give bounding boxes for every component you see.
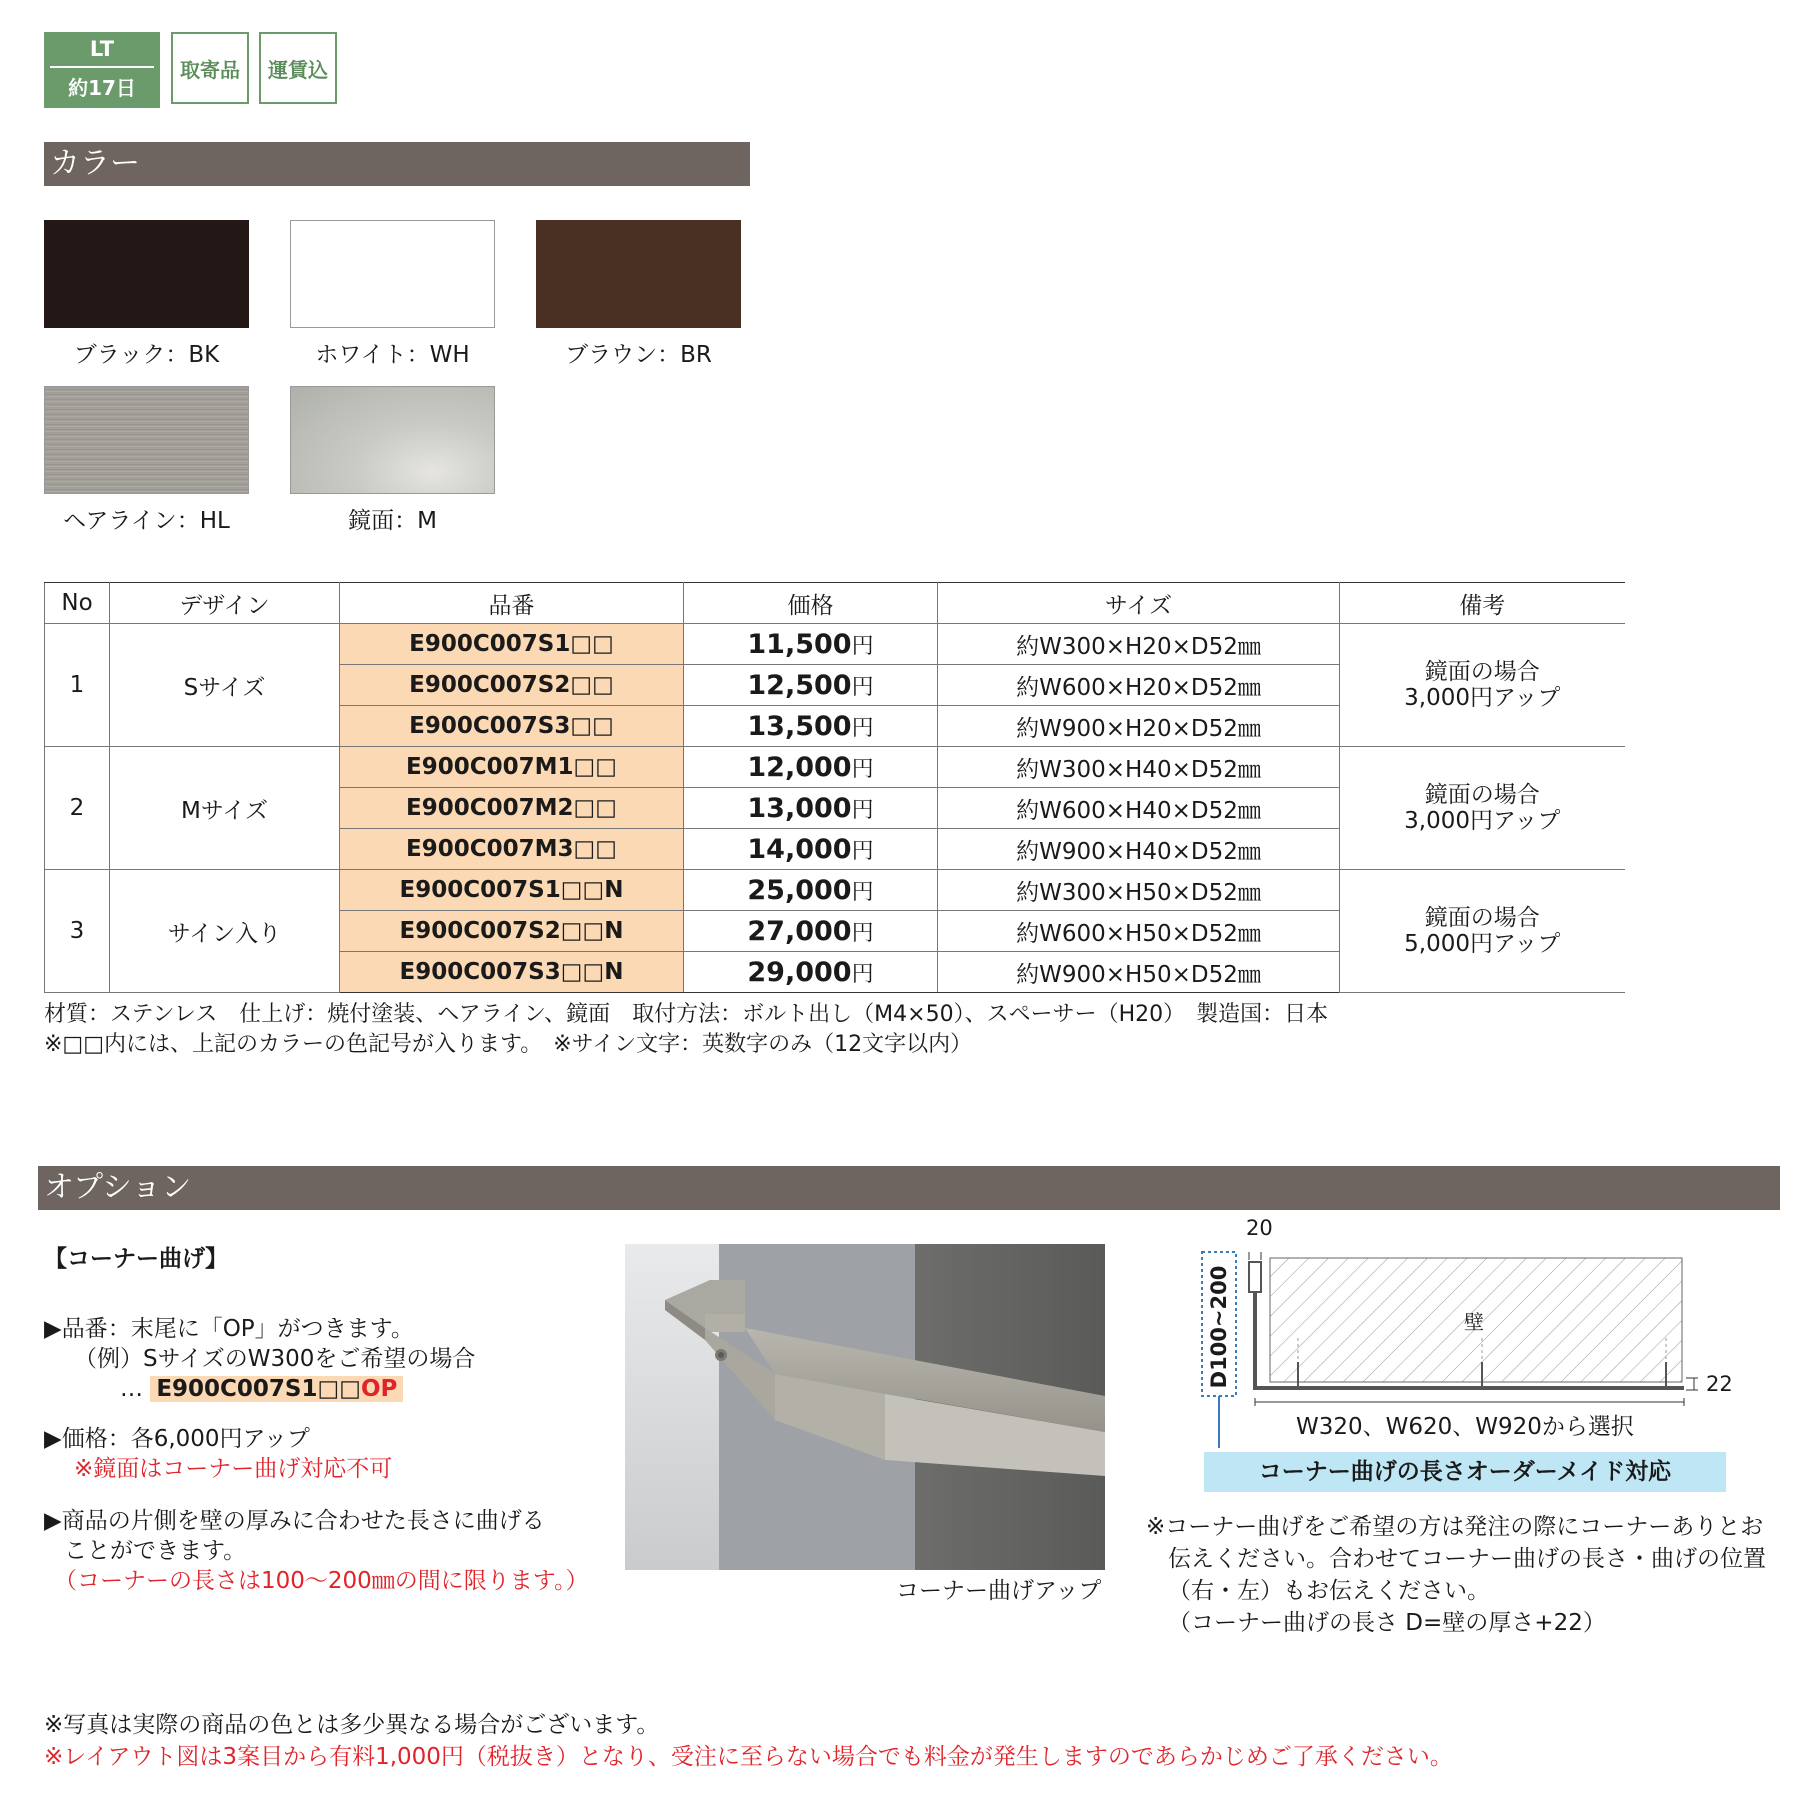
row-code: E900C007S1□□N [340,870,684,911]
row-price: 13,500円 [684,706,938,747]
row-price: 27,000円 [684,911,938,952]
spec-line-1: 材質：ステンレス 仕上げ：焼付塗装、ヘアライン、鏡面 取付方法：ボルト出し（M4×50）、スペーサー（H20） 製造国：日本 [44,1002,1329,1027]
option-bullet-price: ▶価格：各6,000円アップ [44,1426,310,1452]
row-no: 1 [45,624,110,747]
swatch-label-white: ホワイト：WH [315,342,470,368]
row-size: 約W600×H20×D52㎜ [938,665,1340,706]
swatch-label-black: ブラック：BK [73,342,220,368]
option-bend-limit: （コーナーの長さは100～200㎜の間に限ります。） [54,1568,589,1594]
row-design: Mサイズ [110,747,340,870]
row-size: 約W900×H50×D52㎜ [938,952,1340,993]
option-example: （例）SサイズのW300をご希望の場合 [74,1346,476,1372]
lead-time-badge [44,32,160,108]
row-price: 12,000円 [684,747,938,788]
row-size: 約W300×H50×D52㎜ [938,870,1340,911]
option-bullet-bend: ▶商品の片側を壁の厚みに合わせた長さに曲げる [44,1508,545,1534]
dim-right-label: 22 [1706,1372,1733,1396]
width-options-label: W320、W620、W920から選択 [1296,1414,1634,1440]
swatch-mirror [290,386,495,494]
row-code: E900C007S1□□ [340,624,684,665]
diagram-caption: コーナー曲げの長さオーダーメイド対応 [1204,1452,1726,1492]
lead-time-label: LT [50,32,154,68]
swatch-label-brown: ブラウン：BR [565,342,712,368]
spec-line-2: ※□□内には、上記のカラーの色記号が入ります。 ※サイン文字：英数字のみ（12文字以内） [44,1032,973,1057]
row-size: 約W600×H40×D52㎜ [938,788,1340,829]
option-note-1: ※コーナー曲げをご希望の方は発注の際にコーナーありとお [1146,1514,1764,1540]
order-item-badge: 取寄品 [171,32,249,104]
shipping-included-badge: 運賃込 [259,32,337,104]
row-note: 鏡面の場合 3,000円アップ [1340,747,1625,870]
option-heading: 【コーナー曲げ】 [44,1246,228,1272]
header-code: 品番 [340,583,684,624]
table-row [45,747,1625,788]
header-price: 価格 [684,583,938,624]
row-price: 29,000円 [684,952,938,993]
row-price: 12,500円 [684,665,938,706]
option-example-code: … E900C007S1□□OP [120,1374,403,1404]
row-price: 14,000円 [684,829,938,870]
row-code: E900C007M3□□ [340,829,684,870]
corner-bend-diagram [1196,1212,1796,1542]
row-size: 約W900×H40×D52㎜ [938,829,1340,870]
table-row [45,870,1625,911]
swatch-hairline [44,386,249,494]
color-section-title: カラー [44,142,750,186]
row-code: E900C007S2□□N [340,911,684,952]
footer-note-photo: ※写真は実際の商品の色とは多少異なる場合がございます。 [44,1712,660,1738]
wall-label: 壁 [1464,1310,1484,1334]
row-size: 約W900×H20×D52㎜ [938,706,1340,747]
swatch-label-hairline: ヘアライン：HL [63,508,230,534]
row-design: Sサイズ [110,624,340,747]
row-note: 鏡面の場合 3,000円アップ [1340,624,1625,747]
row-design: サイン入り [110,870,340,993]
row-code: E900C007M1□□ [340,747,684,788]
option-section-title: オプション [38,1166,1780,1210]
corner-bend-photo [625,1244,1105,1570]
row-code: E900C007S3□□N [340,952,684,993]
row-code: E900C007M2□□ [340,788,684,829]
header-design: デザイン [110,583,340,624]
row-no: 2 [45,747,110,870]
header-size: サイズ [938,583,1340,624]
row-price: 11,500円 [684,624,938,665]
photo-caption: コーナー曲げアップ [896,1578,1102,1604]
option-bend-cont: ことができます。 [64,1538,247,1564]
row-price: 25,000円 [684,870,938,911]
swatch-brown [536,220,741,328]
row-size: 約W600×H50×D52㎜ [938,911,1340,952]
option-note-2: 伝えください。合わせてコーナー曲げの長さ・曲げの位置 [1168,1546,1766,1572]
option-bullet-code: ▶品番：末尾に「OP」がつきます。 [44,1316,414,1342]
header-note: 備考 [1340,583,1625,624]
lead-time-days: 約17日 [68,76,136,100]
dim-top-label: 20 [1246,1216,1273,1240]
row-size: 約W300×H40×D52㎜ [938,747,1340,788]
swatch-white [290,220,495,328]
dim-side-label: D100~200 [1207,1265,1231,1389]
row-code: E900C007S2□□ [340,665,684,706]
row-price: 13,000円 [684,788,938,829]
row-code: E900C007S3□□ [340,706,684,747]
option-note-4: （コーナー曲げの長さ D=壁の厚さ+22） [1168,1610,1606,1636]
product-table [44,582,1625,993]
header-no: No [45,583,110,624]
option-note-3: （右・左）もお伝えください。 [1168,1578,1490,1604]
table-header-row [45,583,1625,624]
row-size: 約W300×H20×D52㎜ [938,624,1340,665]
swatch-black [44,220,249,328]
footer-note-layout: ※レイアウト図は3案目から有料1,000円（税抜き）となり、受注に至らない場合でも料金が発生しますのであらかじめご了承ください。 [44,1744,1453,1770]
table-row [45,624,1625,665]
row-no: 3 [45,870,110,993]
row-note: 鏡面の場合 5,000円アップ [1340,870,1625,993]
swatch-label-mirror: 鏡面：M [348,508,437,534]
option-mirror-note: ※鏡面はコーナー曲げ対応不可 [74,1456,393,1482]
